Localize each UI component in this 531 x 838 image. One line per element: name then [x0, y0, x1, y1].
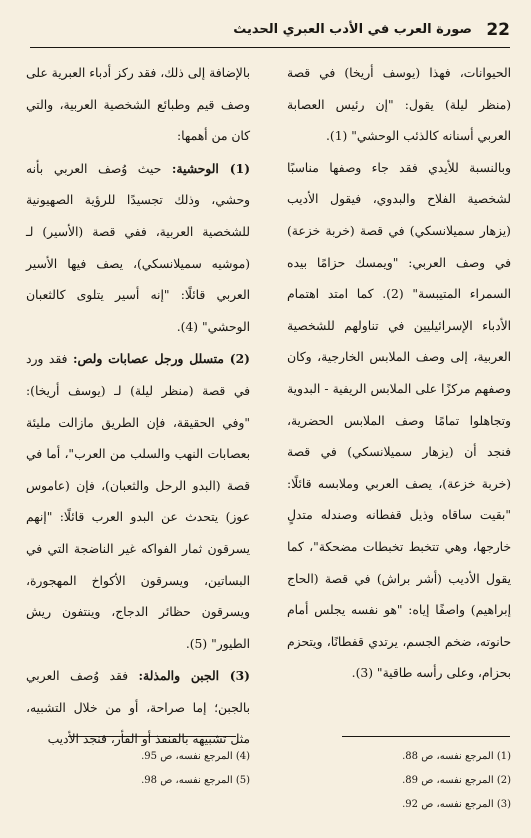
- item-text: حيث وُصف العربي بأنه وحشي، وذلك تجسيدًا للرؤية الصهيونية للشخصية العربية، ففي قصة (الأسير) لـ (موشيه سميلانسكي)، يصف فيها الأسير العربي قائلًا: "إنه أسير يتلوى كالثعبان الوحشي" (4).: [26, 161, 250, 334]
- running-title: صورة العرب في الأدب العبري الحديث: [233, 22, 472, 37]
- footnote: (2) المرجع نفسه، ص 89.: [402, 775, 511, 786]
- left-column: [26, 58, 250, 756]
- right-column: [287, 58, 511, 690]
- footnote-rule: [342, 736, 510, 737]
- list-item: [26, 153, 250, 344]
- footnote: (4) المرجع نفسه، ص 95.: [141, 751, 250, 762]
- footnote: (3) المرجع نفسه، ص 92.: [402, 799, 511, 810]
- page-number: 22: [486, 20, 510, 40]
- item-title: (1) الوحشية:: [171, 160, 251, 176]
- footnote: (5) المرجع نفسه، ص 98.: [141, 775, 250, 786]
- footnotes-left: [26, 745, 250, 793]
- paragraph: الحيوانات، فهذا (يوسف أريخا) في قصة (منظر ليلة) يقول: "إن رئيس العصابة العربي أسنانه كالذئب الوحشي" (1).: [287, 66, 511, 144]
- paragraph: وبالنسبة للأيدي فقد جاء وصفها مناسبًا لشخصية الفلاح والبدوي، فيقول الأديب (يزهار سميلانسكي) في قصة (خربة خزعة) في وصف العربي: "ويمسك حزامًا بيده السمراء المتيبسة" (2). كما امتد اهتمام الأدباء الإسرائيليين في تناولهم للشخصية العربية، إلى وصف الملابس الخارجية، وكان وصفهم مركزًا على الملابس الريفية - البدوية وتجاهلوا تمامًا وصف الملابس الحضرية، فنجد أن (يزهار سميلانسكي) في قصة (خربة خزعة)، يصف العربي وملابسه قائلًا: "بقيت ساقاه وذيل قفطانه وصندله متدلٍ خارجها، وهي تتخبط تخبطات مضحكة"، كما يقول الأديب (أشر براش) في قصة (الحاج إبراهيم) واصفًا إياه: "هو نفسه يجلس أمام حانوته، ضخم الجسم، يرتدي قفطانًا، ويتحزم بحزام، وعلى رأسه طاقية" (3).: [287, 160, 511, 681]
- header-rule: [30, 47, 510, 48]
- item-title: (2) متسلل ورجل عصابات ولص:: [72, 351, 250, 367]
- item-text: فقد وُصف العربي بالجبن؛ إما صراحة، أو من خلال التشبيه، مثل تشبيهه بالقنفذ أو الفأر، فنجد الأديب: [26, 669, 250, 747]
- list-item: [26, 660, 250, 756]
- list-item: [26, 343, 250, 660]
- footnote: (1) المرجع نفسه، ص 88.: [402, 751, 511, 762]
- page-header: [30, 20, 510, 50]
- paragraph-intro: بالإضافة إلى ذلك، فقد ركز أدباء العبرية على وصف قيم وطبائع الشخصية العربية، والتي كان من أهمها:: [26, 66, 250, 144]
- item-title: (3) الجبن والمذلة:: [138, 668, 250, 684]
- item-text: فقد ورد في قصة (منظر ليلة) لـ (يوسف أريخا): "وفي الحقيقة، فإن الطريق مازالت مليئة بعصابات النهب والسلب من العرب"، أما في قصة (البدو الرحل والثعبان)، فإن (عاموس عوز) يتحدث عن البدو العرب قائلًا: "إنهم يسرقون ثمار الفواكه غير الناضجة التي في البساتين، ويسرقون الأكواخ المهجورة، ويسرقون حظائر الدجاج، وينتفون ريش الطيور" (5).: [26, 352, 250, 651]
- footnote-rule: [68, 736, 236, 737]
- footnotes-right: [287, 745, 511, 817]
